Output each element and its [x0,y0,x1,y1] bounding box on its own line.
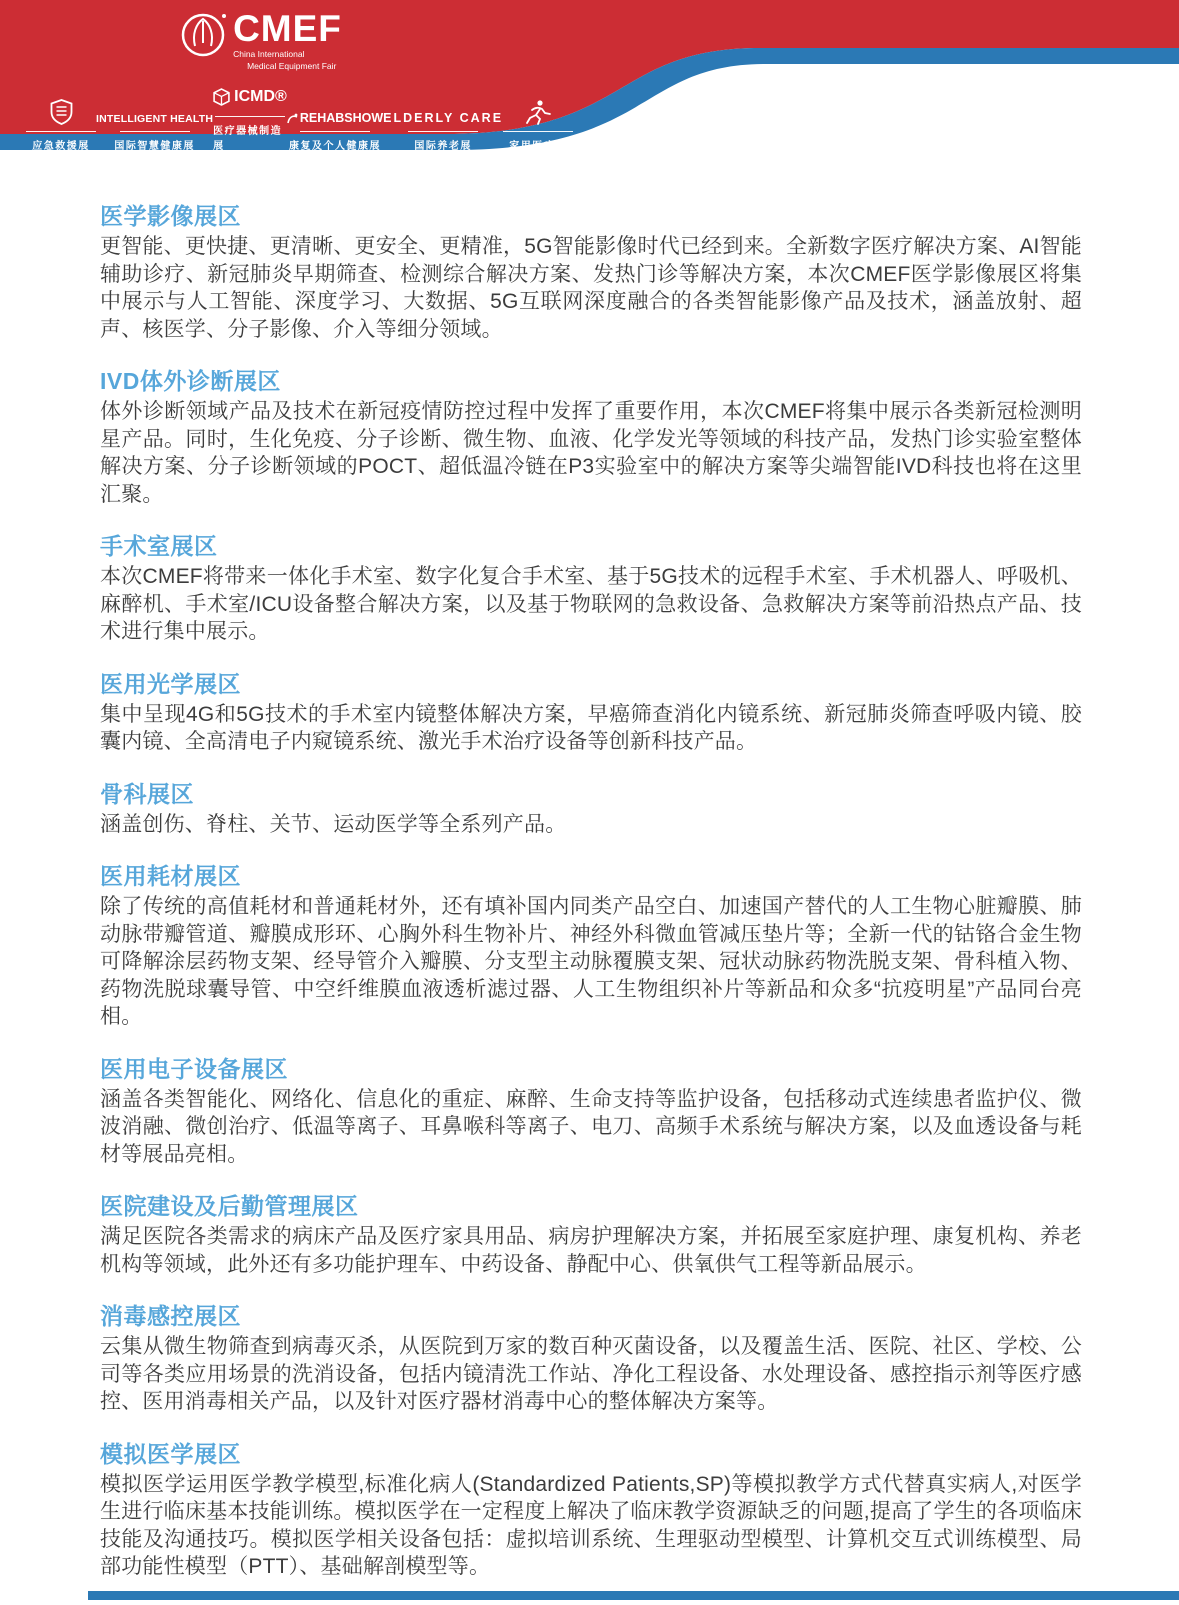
section-medical-consumables [100,862,1082,1031]
divider [120,131,190,132]
cmef-name: CMEF [233,8,342,49]
cmef-logo [26,10,496,71]
brand-icmd [213,84,287,152]
divider [26,131,96,132]
content [100,202,1082,1605]
section-body: 集中呈现4G和5G技术的手术室内镜整体解决方案，早癌筛查消化内镜系统、新冠肺炎筛查呼吸内镜、胶囊内镜、全高清电子内窥镜系统、激光手术治疗设备等创新科技产品。 [100,702,1082,753]
brand-home-medical [503,99,573,152]
section-body: 涵盖各类智能化、网络化、信息化的重症、麻醉、生命支持等监护设备，包括移动式连续患者监护仪、微波消融、微创治疗、低温等离子、耳鼻喉科等离子、电刀、高频手术系统与解决方案，以及血透设备与耗材等展品亮相。 [100,1087,1082,1166]
brand-elderly-care [383,99,503,152]
shield-icon [49,99,74,125]
brand-intelligent-health [96,99,213,152]
section-title: IVD体外诊断展区 [100,368,281,394]
sub-brand-row [26,84,567,153]
section-title: 骨科展区 [100,780,194,807]
cmef-emblem-icon [180,12,226,58]
cmef-subtitle-line1: China International [233,49,305,59]
rehabshow-logo: REHABSHOW [299,111,384,126]
swoosh-icon [287,113,298,125]
icmd-logo: ICMD® [234,88,287,106]
brand-label: 医疗器械制造展 [213,126,283,153]
section-title: 消毒感控展区 [100,1303,241,1329]
runner-icon [524,99,552,125]
section-title: 医学影像展区 [100,203,241,229]
brand-label: 康复及个人健康展 [289,141,381,153]
section-hospital-construction [100,1192,1082,1278]
cube-icon [213,88,230,106]
brand-emergency-rescue [26,99,96,152]
intelligent-health-logo: INTELLIGENT HEALTH [96,113,214,126]
section-disinfection-control [100,1302,1082,1416]
footer-stripe [88,1591,1179,1600]
section-body: 本次CMEF将带来一体化手术室、数字化复合手术室、基于5G技术的远程手术室、手术机器人、呼吸机、麻醉机、手术室/ICU设备整合解决方案，以及基于物联网的急救设备、急救解决方案等前沿热点产品、技术进行集中展示。 [100,565,1082,643]
section-title: 模拟医学展区 [100,1440,241,1467]
section-body: 体外诊断领域产品及技术在新冠疫情防控过程中发挥了重要作用，本次CMEF将集中展示各类新冠检测明星产品。同时，生化免疫、分子诊断、微生物、血液、化学发光等领域的科技产品，发热门诊实验室整体解决方案、分子诊断领域的POCT、超低温冷链在P3实验室中的解决方案等尖端智能IVD科技也将在这里汇聚。 [100,400,1082,506]
section-body: 涵盖创伤、脊柱、关节、运动医学等全系列产品。 [100,812,567,836]
divider [503,131,573,132]
brand-label: 国际智慧健康展 [114,141,195,153]
section-ivd [100,367,1082,508]
cmef-subtitle-line2: Medical Equipment Fair [247,61,337,72]
header [26,8,567,153]
brand-label: 家用医疗展 [509,141,567,153]
section-title: 手术室展区 [100,533,218,559]
section-title: 医院建设及后勤管理展区 [100,1193,359,1219]
section-body: 云集从微生物筛查到病毒灭杀，从医院到万家的数百种灭菌设备，以及覆盖生活、医院、社区、学校、公司等各类应用场景的洗消设备，包括内镜清洗工作站、净化工程设备、水处理设备、感控指示剂等医疗感控、医用消毒相关产品，以及针对医疗器材消毒中心的整体解决方案等。 [100,1335,1082,1413]
section-simulation-medicine [100,1440,1082,1581]
brand-rehabshow [287,99,383,152]
divider [300,131,370,132]
section-medical-imaging [100,202,1082,343]
section-medical-electronics [100,1055,1082,1169]
section-title: 医用电子设备展区 [100,1055,288,1082]
section-orthopedics [100,780,1082,839]
brand-label: 应急救援展 [32,141,90,153]
section-body: 模拟医学运用医学教学模型,标准化病人(Standardized Patients,SP)等模拟教学方式代替真实病人,对医学生进行临床基本技能训练。模拟医学在一定程度上解决了临床教学资源缺乏的问题,提高了学生的各项临床技能及沟通技巧。模拟医学相关设备包括：虚拟培训系统、生理驱动型模型、计算机交互式训练模型、局部功能性模型（PTT）、基础解剖模型等。 [100,1472,1082,1578]
divider [408,131,478,132]
section-body: 除了传统的高值耗材和普通耗材外，还有填补国内同类产品空白、加速国产替代的人工生物心脏瓣膜、肺动脉带瓣管道、瓣膜成形环、心胸外科生物补片、神经外科微血管减压垫片等；全新一代的钴铬合金生物可降解涂层药物支架、经导管介入瓣膜、分支型主动脉覆膜支架、冠状动脉药物洗脱支架、骨科植入物、药物洗脱球囊导管、中空纤维膜血液透析滤过器、人工生物组织补片等新品和众多“抗疫明星”产品同台亮相。 [100,895,1082,1028]
section-title: 医用光学展区 [100,670,241,697]
section-body: 满足医院各类需求的病床产品及医疗家具用品、病房护理解决方案，并拓展至家庭护理、康复机构、养老机构等领域，此外还有多功能护理车、中药设备、静配中心、供氧供气工程等新品展示。 [100,1225,1082,1276]
section-body: 更智能、更快捷、更清晰、更安全、更精准，5G智能影像时代已经到来。全新数字医疗解决方案、AI智能辅助诊疗、新冠肺炎早期筛查、检测综合解决方案、发热门诊等解决方案，本次CMEF医学影像展区将集中展示与人工智能、深度学习、大数据、5G互联网深度融合的各类智能影像产品及技术，涵盖放射、超声、核医学、分子影像、介入等细分领域。 [100,235,1082,341]
divider [215,116,285,117]
brand-label: 国际养老展 [414,141,472,153]
section-title: 医用耗材展区 [100,863,241,889]
cmef-wordmark [233,10,342,71]
elderly-care-logo: ELDERLY CARE [383,111,504,126]
section-medical-optics [100,670,1082,756]
section-operating-room [100,532,1082,646]
